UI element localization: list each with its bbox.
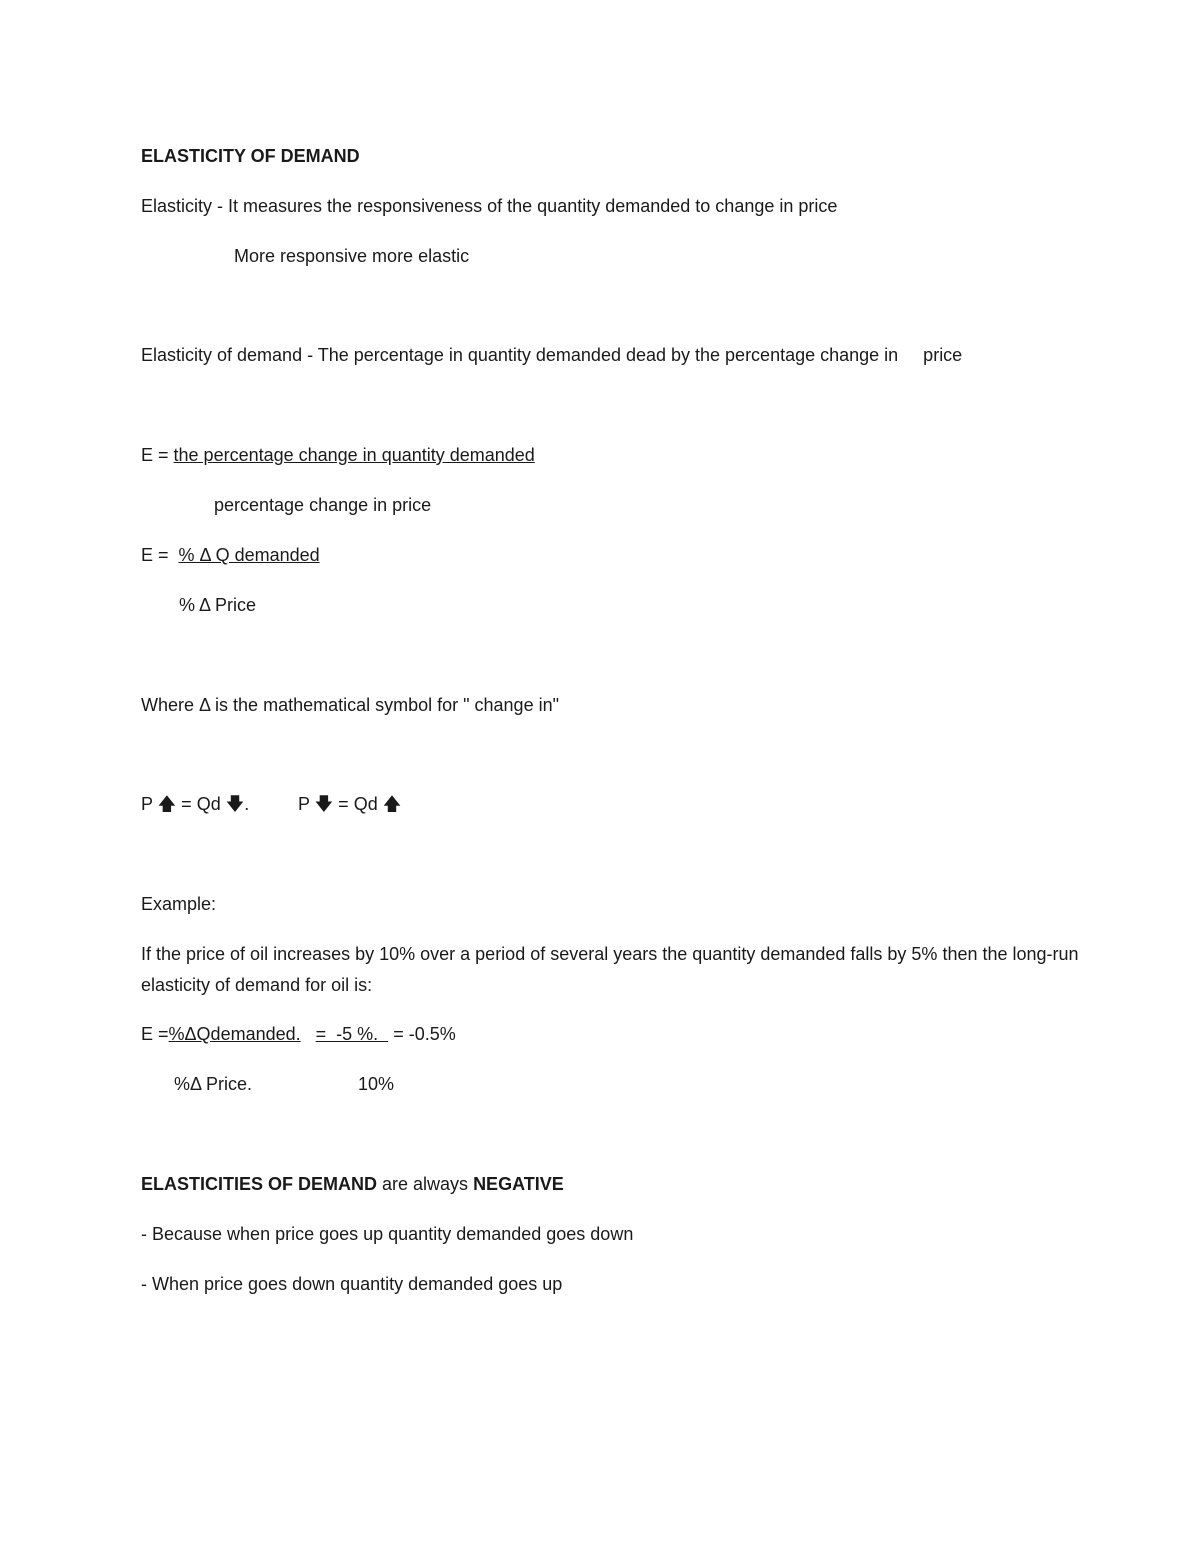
- formula-1-numerator: the percentage change in quantity demanded: [173, 445, 535, 465]
- example-formula-result: = -0.5%: [388, 1024, 456, 1044]
- negative-statement-subject: ELASTICITIES OF DEMAND: [141, 1174, 378, 1194]
- negative-statement-keyword: NEGATIVE: [473, 1174, 564, 1194]
- example-text: If the price of oil increases by 10% over a period of several years the quantity demanded falls by 5% then the long-run elasticity of demand for oil is:: [141, 944, 1079, 995]
- reason-1: - Because when price goes up quantity demanded goes down: [141, 1224, 634, 1244]
- price-quantity-relation-left: [141, 793, 249, 815]
- elasticity-of-demand-definition: Elasticity of demand - The percentage in quantity demanded dead by the percentage change in price: [141, 345, 963, 365]
- document-title: ELASTICITY OF DEMAND: [141, 146, 360, 166]
- reason-2: - When price goes down quantity demanded goes up: [141, 1274, 563, 1294]
- elasticity-definition: Elasticity - It measures the responsiveness of the quantity demanded to change in price: [141, 196, 838, 216]
- formula-1-lhs: E =: [141, 445, 174, 465]
- example-formula-eq-value: = -5 %.: [315, 1024, 389, 1044]
- example-label: Example:: [141, 894, 217, 914]
- delta-note: Where Δ is the mathematical symbol for " change in": [141, 695, 559, 715]
- relation-left-text: P 🡅 = Qd 🡇.: [141, 794, 250, 814]
- formula-2-numerator: % Δ Q demanded: [178, 545, 320, 565]
- example-formula-spacer: [301, 1024, 316, 1044]
- formula-2-numerator-line: [141, 544, 320, 566]
- price-quantity-relation-right: [298, 793, 401, 815]
- formula-1-denominator: percentage change in price: [214, 495, 432, 515]
- negative-statement: [141, 1173, 564, 1195]
- formula-1-numerator-line: [141, 444, 535, 466]
- example-formula-numerator: %ΔQdemanded.: [168, 1024, 301, 1044]
- responsive-note: More responsive more elastic: [234, 246, 470, 266]
- formula-2-lhs: E =: [141, 545, 179, 565]
- negative-statement-verb: are always: [377, 1174, 474, 1194]
- formula-2-denominator: % Δ Price: [179, 595, 257, 615]
- example-formula-denominator: %Δ Price.: [174, 1074, 253, 1094]
- example-formula-numerator-line: [141, 1023, 456, 1045]
- example-formula-lhs: E =: [141, 1024, 169, 1044]
- example-formula-denominator-value: 10%: [358, 1074, 395, 1094]
- relation-right-text: P 🡇 = Qd 🡅: [298, 794, 402, 814]
